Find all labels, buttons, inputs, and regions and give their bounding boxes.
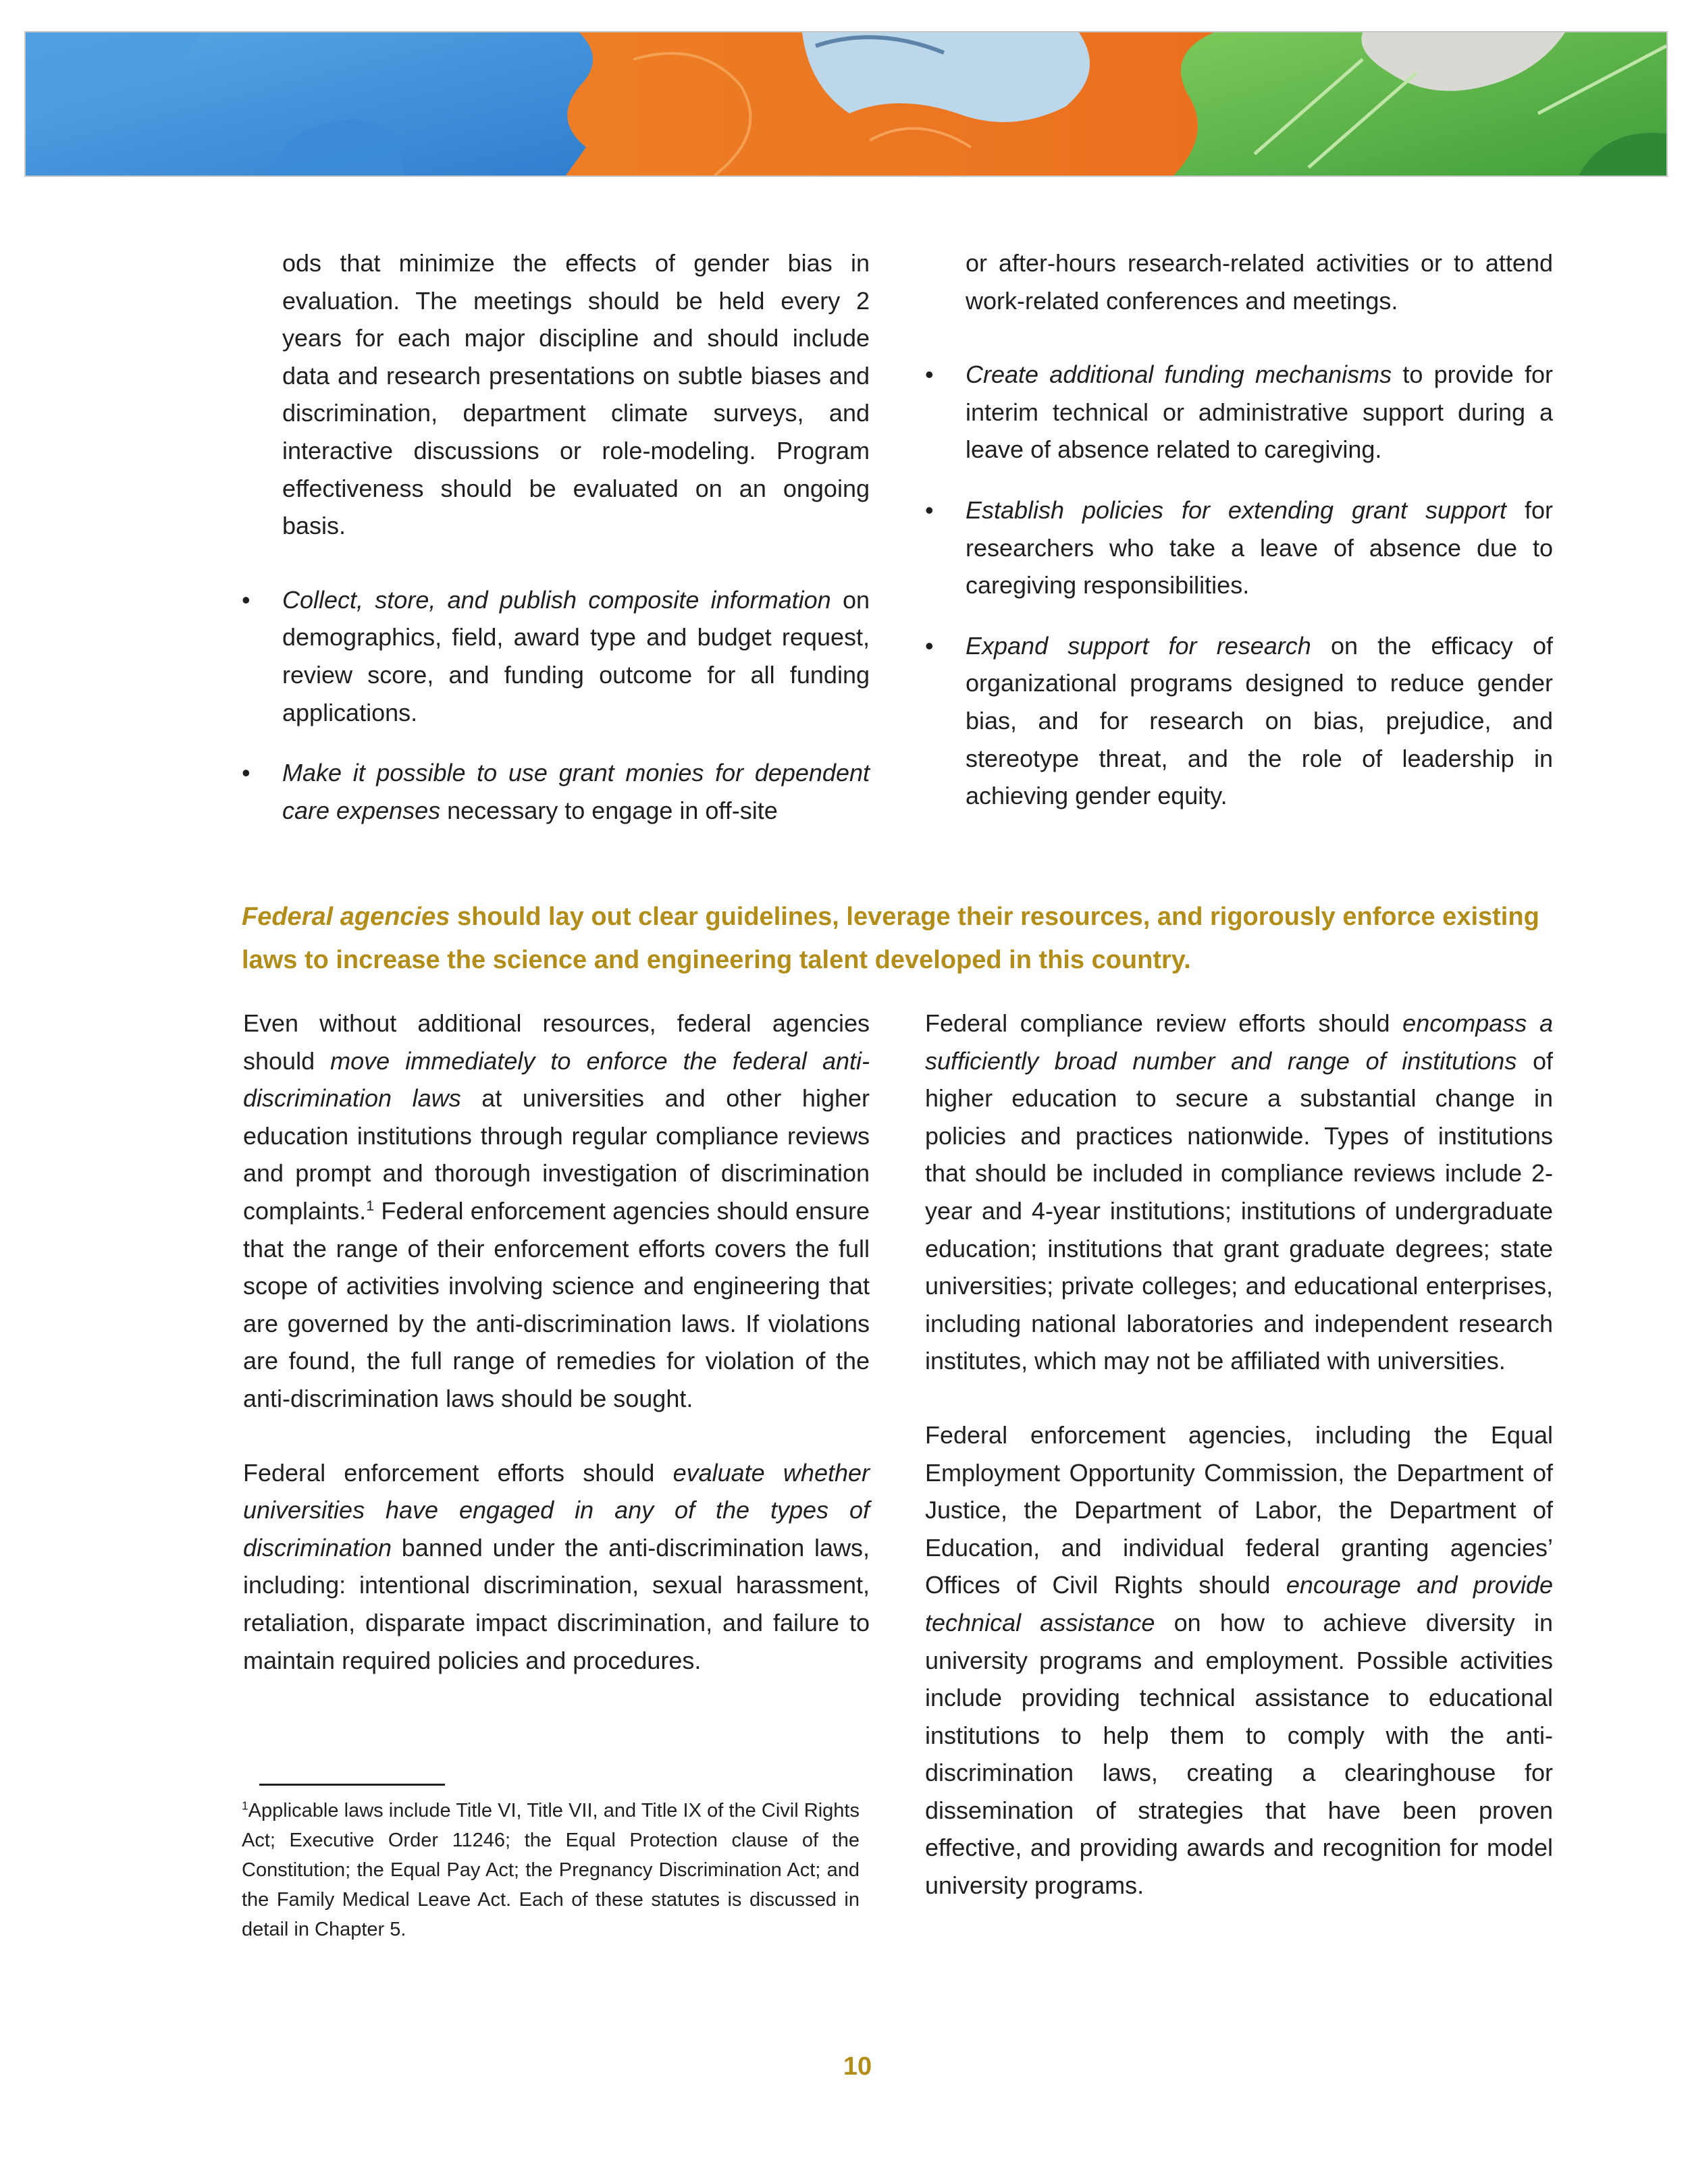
list-item [966, 356, 1553, 469]
recommendation-emphasis: Collect, store, and publish composite information [282, 585, 831, 614]
list-item [966, 491, 1553, 604]
top-right-column [966, 244, 1553, 838]
paragraph [243, 1005, 870, 1418]
paragraph-text: on how to achieve diversity in university programs and employment. Possible activities include providing technical assistance to educational institutions to help them to comply with the anti-discrimination laws, creating a clearinghouse for dissemination of strategies that have been proven effective, and providing awards and recognition for model university programs. [925, 1608, 1553, 1900]
paragraph-text: Federal enforcement efforts should [243, 1458, 673, 1487]
section-heading [242, 895, 1558, 982]
paragraph-emphasis: encompass a sufficiently broad number and range of institutions [925, 1009, 1553, 1075]
recommendation-text: on the efficacy of organizational programs designed to reduce gender bias, and for research on bias, prejudice, and stereotype threat, and the role of leadership in achieving gender equity. [966, 631, 1553, 810]
paragraph-text: at universities and other higher education institutions through regular compliance reviews and prompt and thorough investigation of discrimination complaints. [243, 1084, 870, 1225]
paragraph-emphasis: evaluate whether universities have engaged in any of the types of discrimination [243, 1458, 870, 1562]
recommendation-list [282, 581, 870, 830]
footnote-mark: 1 [242, 1799, 248, 1813]
footnote [242, 1796, 860, 1944]
recommendation-list [966, 356, 1553, 815]
recommendation-emphasis: Expand support for research [966, 631, 1311, 660]
paragraph-text: Even without additional resources, federal agencies should [243, 1009, 870, 1075]
recommendation-text: to provide for interim technical or administrative support during a leave of absence related to caregiving. [966, 361, 1553, 464]
footnote-divider [259, 1784, 445, 1786]
paragraph-text: of higher education to secure a substantial change in policies and practices nationwide. Types of institutions that should be included in compliance reviews include 2-year and 4-year institutions; institutions of undergraduate education; institutions that grant graduate degrees; state universities; private colleges; and educational enterprises, including national laboratories and independent research institutes, which may not be affiliated with universities. [925, 1046, 1553, 1375]
continued-paragraph: ods that minimize the effects of gender bias in evaluation. The meetings should be held every 2 years for each major discipline and should include data and research presentations on subtle biases and discrimination, department climate surveys, and interactive discussions or role-modeling. Program effectiveness should be evaluated on an ongoing basis. [282, 249, 870, 540]
body-left-column [243, 1005, 870, 1679]
recommendation-emphasis: Make it possible to use grant monies for dependent care expenses [282, 759, 870, 824]
top-left-column [282, 244, 870, 852]
list-item [282, 754, 870, 829]
paragraph-text: Federal enforcement agencies, including the Equal Employment Opportunity Commission, the Department of Justice, the Department of Labor, the Department of Education, and individual federal granting agencies’ Offices of Civil Rights should [925, 1420, 1553, 1599]
paragraph-text: Federal compliance review efforts should [925, 1009, 1403, 1037]
recommendation-text: for researchers who take a leave of absence due to caregiving responsibilities. [966, 496, 1554, 600]
page-number: 10 [843, 2052, 872, 2081]
heading-text: should lay out clear guidelines, leverage their resources, and rigorously enforce existing laws to increase the science and engineering talent developed in this country. [242, 903, 1539, 974]
footnote-text: Applicable laws include Title VI, Title VII, and Title IX of the Civil Rights Act; Executive Order 11246; the Equal Protection clause of the Constitution; the Equal Pay Act; the Pregnancy Discrimination Act; and the Family Medical Leave Act. Each of these statutes is discussed in detail in Chapter 5. [242, 1800, 860, 1940]
recommendation-text: necessary to engage in off-site [440, 796, 778, 824]
recommendation-text: on demographics, field, award type and budget request, review score, and funding outcome for all funding applications. [282, 585, 870, 726]
paragraph [925, 1416, 1553, 1905]
paragraph-emphasis: move immediately to enforce the federal anti-discrimination laws [243, 1046, 870, 1113]
recommendation-emphasis: Establish policies for extending grant support [966, 496, 1507, 524]
list-item [966, 627, 1553, 815]
recommendation-emphasis: Create additional funding mechanisms [966, 361, 1392, 389]
continued-paragraph: or after-hours research-related activities or to attend work-related conferences and meetings. [966, 249, 1553, 315]
paragraph [243, 1454, 870, 1680]
heading-emphasis: Federal agencies [242, 903, 450, 931]
puzzle-banner-graphic [26, 32, 1666, 176]
paragraph [925, 1005, 1553, 1380]
paragraph-text: banned under the anti-discrimination laws, including: intentional discrimination, sexual harassment, retaliation, disparate impact discrimination, and failure to maintain required policies and procedures. [243, 1533, 870, 1674]
header-banner-image [24, 31, 1668, 177]
footnote-reference: 1 [366, 1196, 375, 1214]
body-right-column [925, 1005, 1553, 1905]
paragraph-emphasis: encourage and provide technical assistance [925, 1571, 1554, 1636]
list-item [282, 581, 870, 731]
paragraph-text: Federal enforcement agencies should ensure that the range of their enforcement efforts covers the full scope of activities involving science and engineering that are governed by the anti-discrimination laws. If violations are found, the full range of remedies for violation of the anti-discrimination laws should be sought. [243, 1196, 870, 1412]
